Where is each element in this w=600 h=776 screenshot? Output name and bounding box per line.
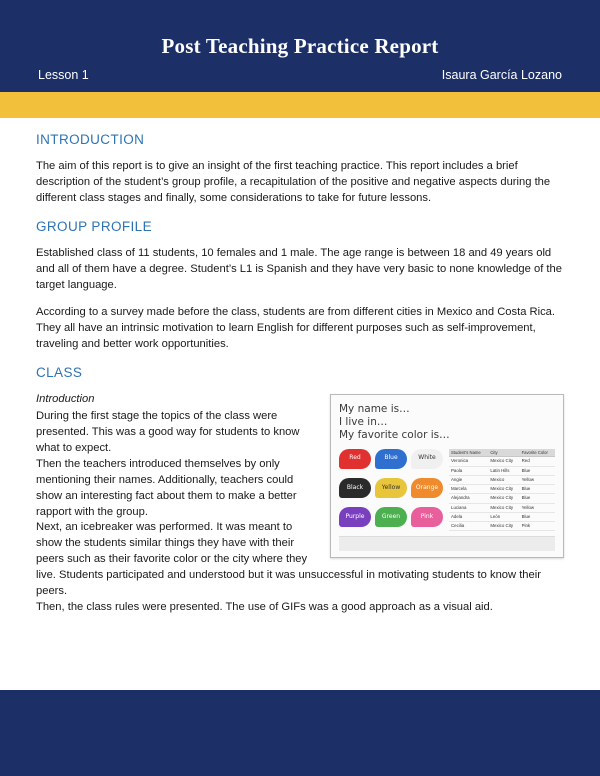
header-accent-stripe	[0, 92, 600, 118]
color-bubble: Green	[375, 507, 407, 527]
introduction-paragraph: The aim of this report is to give an insight of the first teaching practice. This report includes a brief description of the student’s group profile, a recapitulation of the positive and negative aspects during the different class stages and finally, some considerations to take for future lessons.	[36, 160, 551, 204]
figure-line-2: I live in…	[339, 416, 388, 429]
student-table	[449, 449, 555, 532]
table-cell: Blue	[520, 494, 555, 503]
section-heading-class: CLASS	[36, 365, 83, 381]
table-cell: Pink	[520, 522, 555, 531]
figure-line-3: My favorite color is…	[339, 429, 450, 442]
table-cell: Blue	[520, 466, 555, 475]
table-cell: León	[488, 512, 519, 521]
section-heading-group-profile: GROUP PROFILE	[36, 218, 152, 234]
class-paragraph-4: Then, the class rules were presented. The use of GIFs was a good approach as a visual aid.	[36, 600, 493, 613]
figure-slide	[331, 395, 563, 557]
color-bubble: Red	[339, 449, 371, 469]
figure-line-1: My name is…	[339, 403, 410, 416]
document-footer	[0, 690, 600, 776]
table-cell: Cecilia	[449, 522, 488, 531]
table-header-row	[449, 449, 555, 457]
section-heading-introduction: INTRODUCTION	[36, 132, 145, 147]
table-cell: Mexico City	[488, 494, 519, 503]
class-section-block	[36, 392, 564, 616]
table-cell: Yellow	[520, 475, 555, 484]
table-column-header: Student’s Name	[449, 449, 488, 457]
table-row	[449, 485, 555, 494]
author-label: Isaura García Lozano	[441, 68, 562, 82]
table-row	[449, 494, 555, 503]
table-cell: Angie	[449, 475, 488, 484]
table-column-header: Favorite Color	[520, 449, 555, 457]
table-cell: Blue	[520, 512, 555, 521]
figure-bottom-strip	[339, 536, 555, 551]
color-bubble: Purple	[339, 507, 371, 527]
table-cell: Mexico City	[488, 522, 519, 531]
color-bubble: Blue	[375, 449, 407, 469]
table-row	[449, 466, 555, 475]
document-header	[0, 0, 600, 92]
color-bubble: Pink	[411, 507, 443, 527]
table-cell: Marcela	[449, 485, 488, 494]
table-cell: Luciana	[449, 503, 488, 512]
class-figure	[330, 394, 564, 558]
page-title: Post Teaching Practice Report	[161, 34, 439, 58]
table-cell: Red	[520, 457, 555, 466]
group-profile-paragraph-1: Established class of 11 students, 10 females and 1 male. The age range is between 18 and 49 years old and all of them have a degree. Student’s L1 is Spanish and they have very basic to none knowledge of the target language.	[36, 246, 562, 291]
table-cell: Yellow	[520, 503, 555, 512]
table-cell: Latin Hills	[488, 466, 519, 475]
class-paragraph-3: Next, an icebreaker was performed. It was meant to show the students similar things they have with their peers such as their favorite color or the city where they live. Students participated and understood but it was unsuccessful in motivating students to know their peers.	[36, 521, 541, 598]
table-row	[449, 457, 555, 466]
table-row	[449, 512, 555, 521]
color-bubble: Orange	[411, 478, 443, 498]
table-cell: Mexico City	[488, 457, 519, 466]
table-cell: Mexico	[488, 475, 519, 484]
color-bubble: Yellow	[375, 478, 407, 498]
color-bubble-group	[339, 449, 443, 532]
figure-content	[339, 449, 555, 532]
table-cell: Adela	[449, 512, 488, 521]
table-row	[449, 475, 555, 484]
table-row	[449, 522, 555, 531]
class-subheading: Introduction	[36, 393, 95, 406]
class-paragraph-1: During the first stage the topics of the class were presented. This was a good way for students to know what to expect.	[36, 410, 300, 454]
group-profile-paragraph-2: According to a survey made before the class, students are from different cities in Mexico and Costa Rica. They all have an intrinsic motivation to learn English for different purposes such as self-improvement, traveling and better work opportunities.	[36, 306, 556, 351]
table-row	[449, 503, 555, 512]
class-paragraph-2: Then the teachers introduced themselves by only mentioning their names. Additionally, teachers could show an interesting fact about them to make a better rapport with the group.	[36, 457, 297, 518]
table-cell: Mexico City	[488, 503, 519, 512]
document-body	[36, 132, 564, 616]
table-cell: Veronica	[449, 457, 488, 466]
lesson-label: Lesson 1	[38, 68, 89, 82]
table-cell: Blue	[520, 485, 555, 494]
color-bubble: White	[411, 449, 443, 469]
table-column-header: City	[488, 449, 519, 457]
table-cell: Alejandra	[449, 494, 488, 503]
color-bubble: Black	[339, 478, 371, 498]
table-cell: Mexico City	[488, 485, 519, 494]
table-cell: Paola	[449, 466, 488, 475]
